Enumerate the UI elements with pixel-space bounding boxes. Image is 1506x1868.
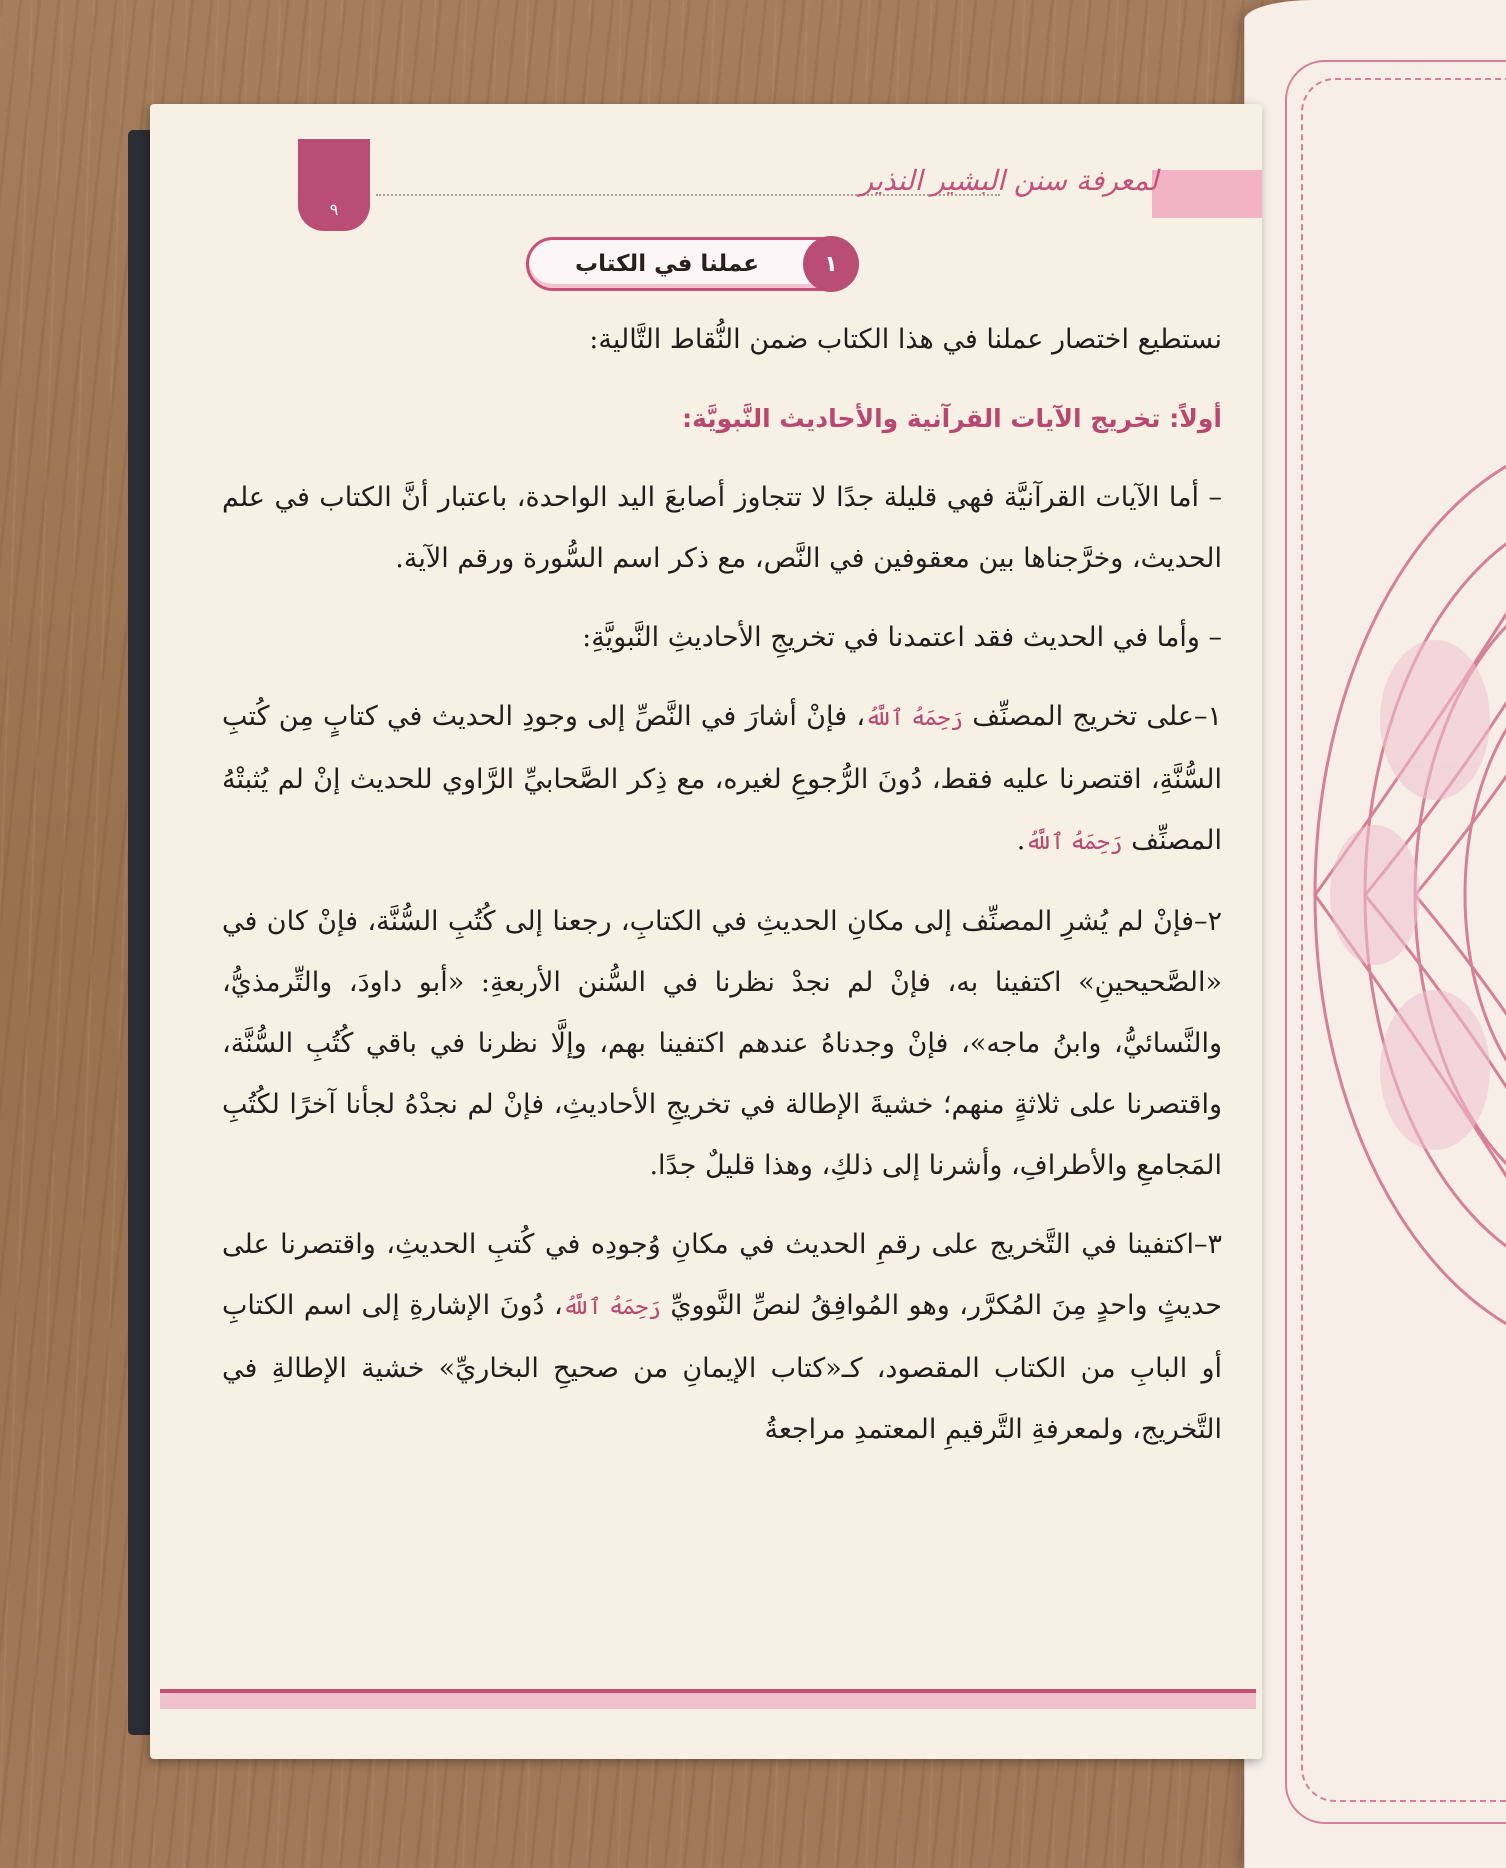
section-title: عملنا في الكتاب <box>575 251 759 277</box>
paragraph-point-2: ٢–فإنْ لم يُشرِ المصنِّف إلى مكانِ الحديثِ في الكتابِ، رجعنا إلى كُتُبِ السُّنَّة، فإنْ كان في «الصَّحيحينِ» اكتفينا به، فإنْ لم نجدْ نظرنا في السُّنن الأربعةِ: «أبو داودَ، والتِّرمذيُّ، والنَّسائيُّ، وابنُ ماجه»، فإنْ وجدناهُ عندهم اكتفينا بهم، وإلَّا نظرنا في باقي كُتُبِ السُّنَّة، واقتصرنا على ثلاثةٍ منهم؛ خشيةَ الإطالة في تخريجِ الأحاديثِ، فإنْ لم نجدْهُ لجأنا آخرًا لكُتُبِ المَجامعِ والأطرافِ، وأشرنا إلى ذلكِ، وهذا قليلٌ جدًا. <box>222 906 1222 1181</box>
page-number: ٩ <box>329 200 339 219</box>
point-1-text-a: ١–على تخريج المصنِّف <box>963 701 1222 732</box>
header-color-band <box>1152 170 1262 218</box>
section-number: ١ <box>803 236 859 292</box>
book-page <box>150 104 1262 1759</box>
point-1-text-c: . <box>1016 825 1026 856</box>
honorific: رَحِمَهُ ٱللَّهُ <box>865 706 964 731</box>
honorific: رَحِمَهُ ٱللَّهُ <box>562 1295 661 1320</box>
paragraph-point-1 <box>222 686 1222 873</box>
point-1-text-b: ، فإنْ أشارَ في النَّصِّ إلى وجودِ الحديث في كتابٍ مِن كُتبِ السُّنَّةِ، اقتصرنا عليه فقط، دُونَ الرُّجوعِ لغيره، مع ذِكر الصَّحابيِّ الرَّاوي للحديث إنْ لم يُثبتْهُ المصنِّف <box>222 701 1222 856</box>
point-3-text-b: ، دُونَ الإشارةِ إلى اسم الكتابِ أو البابِ من الكتاب المقصود، كـ«كتاب الإيمانِ من صحيحِ البخاريِّ» خشية الإطالةِ في التَّخريج، ولمعرفةِ التَّرقيمِ المعتمدِ مراجعةُ <box>222 1290 1222 1445</box>
page-number-tab <box>298 139 370 231</box>
page-header <box>150 104 1262 254</box>
point-3-text-a: ٣–اكتفينا في التَّخريج على رقمِ الحديث في مكانِ وُجودِه في كُتبِ الحديثِ، واقتصرنا على حديثٍ واحدٍ مِنَ المُكرَّر، وهو المُوافِقُ لنصِّ النَّوويِّ <box>222 1229 1222 1321</box>
facing-page <box>1244 0 1506 1868</box>
intro-paragraph: نستطيع اختصار عملنا في هذا الكتاب ضمن النُّقاط التَّالية: <box>589 324 1222 355</box>
running-book-title: لمعرفة سنن البشير النذير <box>859 164 1158 197</box>
footer-rule <box>160 1689 1256 1709</box>
mandala-ornament-icon <box>1285 420 1506 1370</box>
page-body <box>222 309 1222 1478</box>
paragraph-quran-verses: – أما الآيات القرآنيَّة فهي قليلة جدًا لا تتجاوز أصابعَ اليد الواحدة، باعتبار أنَّ الكتاب في علم الحديث، وخرَّجناها بين معقوفين في النَّص، مع ذكر اسم السُّورة ورقم الآية. <box>222 482 1222 574</box>
section-heading-badge <box>526 237 858 291</box>
subheading: أولاً: تخريج الآيات القرآنية والأحاديث النَّبويَّة: <box>682 404 1222 433</box>
paragraph-point-3 <box>222 1214 1222 1460</box>
paragraph-hadith-intro: – وأما في الحديث فقد اعتمدنا في تخريجِ الأحاديثِ النَّبويَّةِ: <box>582 622 1222 653</box>
honorific: رَحِمَهُ ٱللَّهُ <box>1025 830 1123 855</box>
